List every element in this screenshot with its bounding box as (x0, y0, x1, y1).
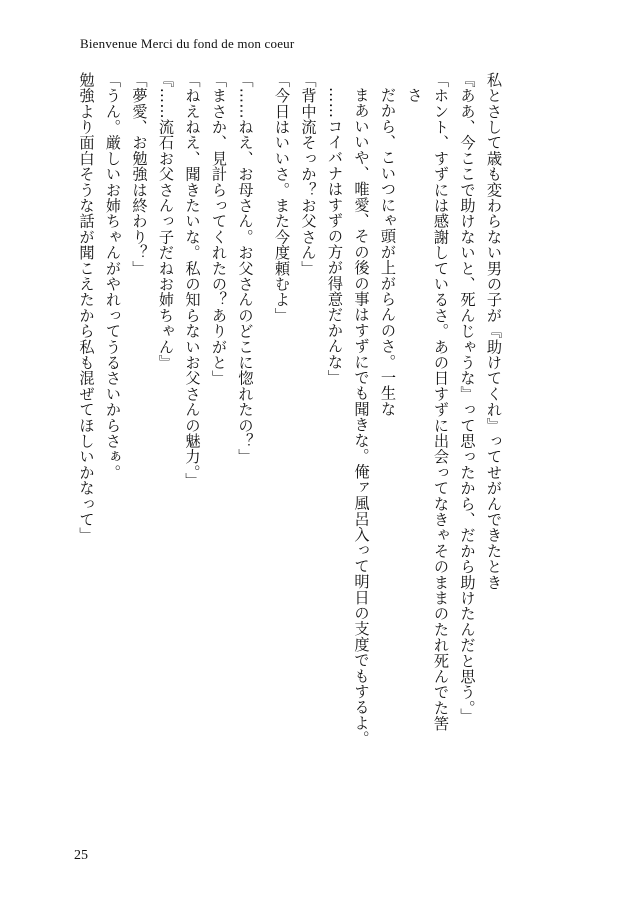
text-line: 『……流石お父さんっ子だねお姉ちゃん』 (157, 72, 175, 371)
text-line: 「今日はいいさ。また今度頼むよ」 (273, 72, 291, 324)
text-line: まあいいや、唯愛、その後の事はすずにでも聞きな。俺ァ風呂入って明日の支度でもするよ。 (352, 87, 371, 747)
text-line: 『ああ、今ここで助けないと、死んじゃうな』って思ったから、だから助けたんだと思う。」 (458, 72, 477, 724)
text-line: さ (405, 87, 424, 103)
text-line: 「うん。厳しいお姉ちゃんがやれってうるさいからさぁ。 (104, 72, 122, 481)
text-line: ……コイバナはすずの方が得意だかんな」 (326, 87, 344, 386)
running-header: Bienvenue Merci du fond de mon coeur (80, 36, 295, 51)
vertical-body-text (73, 72, 507, 832)
text-line: 「夢愛、お勉強は終わり？」 (130, 72, 149, 277)
text-line: 「ねえねえ、聞きたいな。私の知らないお父さんの魅力。」 (183, 72, 202, 489)
page-number: 25 (74, 848, 88, 863)
text-line: 「……ねえ、お母さん。お父さんのどこに惚れたの？」 (236, 72, 255, 465)
text-line: 「背中流そっか？お父さん」 (299, 72, 318, 277)
text-line: 「ホント、すずには感謝しているさ。あの日すずに出会ってなきゃそのままのたれ死んでた筈 (432, 72, 450, 732)
text-line: 勉強より面白そうな話が聞こえたから私も混ぜてほしいかなって」 (77, 72, 96, 543)
text-line: 「まさか、見計らってくれたの？ありがと」 (210, 72, 228, 386)
text-line: 私とさして歳も変わらない男の子が『助けてくれ』ってせがんできたとき (485, 72, 503, 591)
paragraph-break (259, 72, 269, 832)
text-line: だから、こいつにゃ頭が上がらんのさ。一生な (379, 87, 397, 417)
